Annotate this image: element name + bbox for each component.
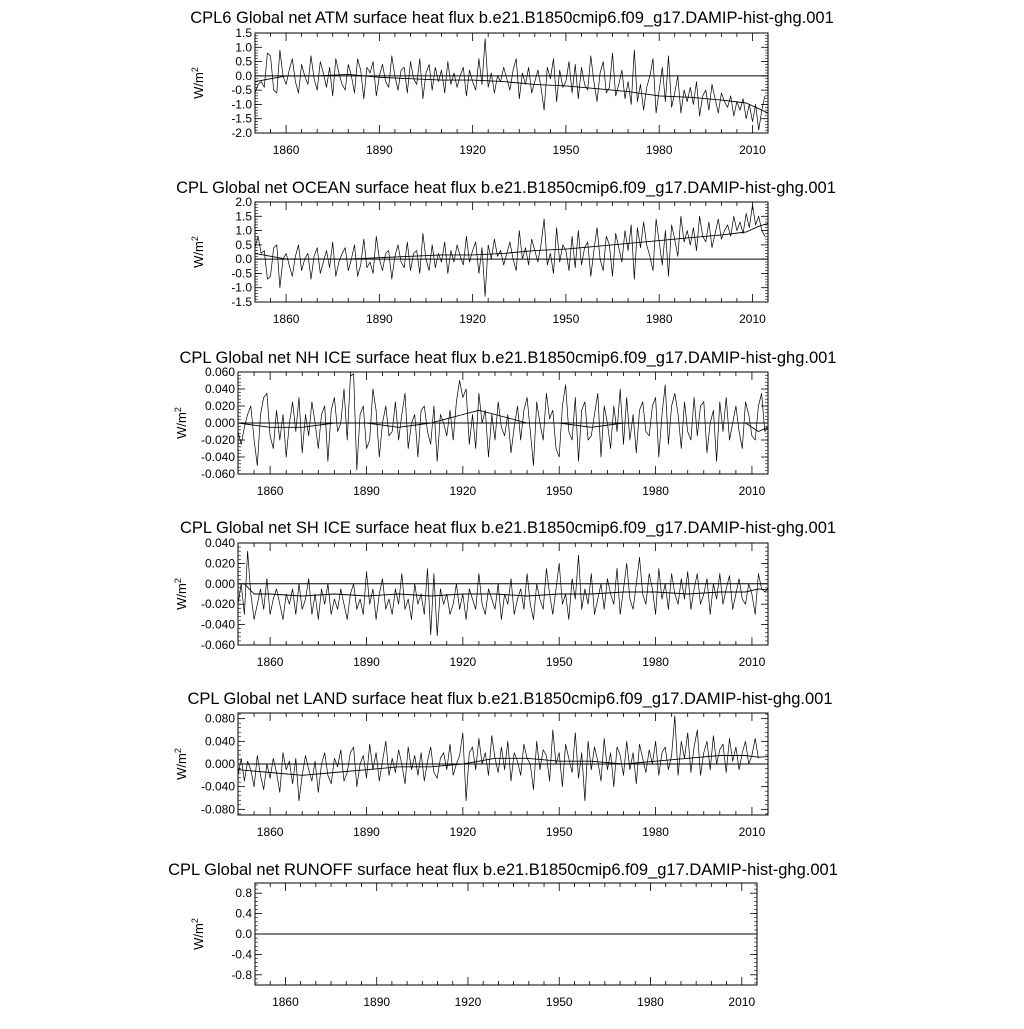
y-tick-label: 1.5 [235, 209, 252, 224]
y-tick-label: -1.5 [231, 295, 252, 309]
x-tick-label: 1980 [642, 825, 669, 839]
y-tick-label: -0.060 [200, 638, 235, 652]
y-axis-label-sup: 2 [173, 578, 183, 584]
y-axis-label-sup: 2 [190, 918, 200, 924]
series-running-mean-line [238, 756, 768, 776]
y-tick-label: 0.000 [204, 757, 235, 771]
y-tick-label: 0.060 [204, 365, 235, 379]
x-tick-label: 1860 [256, 825, 284, 839]
y-tick-label: -0.040 [200, 450, 235, 464]
x-tick-label: 1890 [353, 655, 380, 669]
y-tick-label: -2.0 [231, 126, 252, 140]
y-axis-label-base: W/m [191, 923, 206, 950]
series-annual-line [255, 205, 765, 296]
y-axis-label-base: W/m [191, 72, 206, 99]
y-axis-label-base: W/m [191, 241, 206, 268]
x-tick-label: 1950 [545, 484, 573, 498]
x-tick-label: 1950 [545, 825, 573, 839]
x-tick-label: 1950 [545, 655, 573, 669]
panel-title: CPL6 Global net ATM surface heat flux b.e21.B1850cmip6.f09_g17.DAMIP-hist-ghg.001 [190, 9, 834, 27]
series-annual-line [238, 374, 768, 470]
panel-3 [173, 349, 837, 498]
y-tick-label: 0.8 [235, 886, 252, 901]
y-tick-label: -0.040 [200, 779, 235, 794]
panel-title: CPL Global net LAND surface heat flux b.e21.B1850cmip6.f09_g17.DAMIP-hist-ghg.001 [187, 690, 833, 708]
x-tick-label: 1950 [545, 995, 573, 1009]
y-tick-label: 0.020 [204, 399, 235, 413]
y-tick-label: 1.0 [235, 223, 252, 238]
x-tick-label: 1860 [272, 995, 299, 1009]
y-axis-label-base: W/m [174, 583, 189, 610]
y-axis-label-base: W/m [174, 753, 189, 780]
x-tick-label: 1890 [366, 312, 393, 326]
y-axis-label [173, 407, 189, 439]
y-tick-label: -0.040 [200, 617, 235, 632]
x-tick-label: 1890 [363, 995, 391, 1009]
panel-6 [168, 861, 838, 1009]
y-tick-label: -0.060 [200, 467, 235, 481]
x-tick-label: 2010 [739, 312, 766, 326]
panel-5 [173, 690, 833, 839]
x-tick-label: 2010 [728, 995, 756, 1009]
y-axis-label [190, 236, 206, 268]
y-tick-label: 2.0 [235, 195, 252, 209]
y-tick-label: -0.4 [231, 947, 252, 962]
panel-2 [176, 179, 836, 326]
plot-frame [255, 33, 768, 133]
panel-4 [173, 519, 836, 669]
x-tick-label: 1980 [645, 143, 673, 157]
x-tick-label: 1920 [449, 484, 477, 498]
x-tick-label: 1920 [459, 312, 486, 326]
x-tick-label: 1920 [454, 995, 482, 1009]
y-tick-label: -0.020 [200, 597, 235, 612]
x-tick-label: 1860 [256, 655, 284, 669]
x-tick-label: 1950 [552, 143, 580, 157]
x-tick-label: 1890 [353, 484, 380, 498]
y-axis-label-sup: 2 [173, 407, 183, 413]
y-axis-label-base: W/m [174, 412, 189, 439]
y-axis-label [190, 67, 206, 99]
panel-1 [190, 9, 834, 157]
x-tick-label: 2010 [738, 484, 766, 498]
y-tick-label: 0.5 [235, 54, 252, 69]
x-tick-label: 1980 [645, 312, 673, 326]
x-tick-label: 1860 [272, 143, 300, 157]
y-tick-label: 0.080 [204, 711, 235, 726]
y-axis-label-sup: 2 [190, 67, 200, 73]
y-tick-label: -0.8 [231, 967, 252, 982]
panel-title: CPL Global net RUNOFF surface heat flux b.e21.B1850cmip6.f09_g17.DAMIP-hist-ghg.001 [168, 861, 838, 879]
y-tick-label: 0.0 [235, 252, 252, 267]
y-tick-label: 0.000 [204, 576, 235, 591]
y-tick-label: 0.020 [204, 556, 235, 571]
y-tick-label: 0.040 [204, 382, 235, 396]
x-tick-label: 1980 [642, 484, 669, 498]
y-tick-label: -1.0 [231, 97, 252, 112]
y-tick-label: -0.5 [231, 266, 252, 281]
x-tick-label: 1980 [642, 655, 669, 669]
y-tick-label: 1.0 [235, 40, 252, 55]
panel-title: CPL Global net OCEAN surface heat flux b.e21.B1850cmip6.f09_g17.DAMIP-hist-ghg.001 [176, 179, 836, 197]
y-tick-label: 0.000 [204, 416, 235, 430]
y-tick-label: 0.040 [204, 734, 235, 749]
y-tick-label: -1.0 [231, 280, 252, 295]
x-tick-label: 2010 [738, 825, 766, 839]
x-tick-label: 1860 [272, 312, 300, 326]
y-tick-label: 0.4 [235, 906, 252, 921]
x-tick-label: 1920 [449, 825, 477, 839]
x-tick-label: 1980 [637, 995, 664, 1009]
y-tick-label: -0.5 [231, 83, 252, 98]
x-tick-label: 1920 [449, 655, 477, 669]
x-tick-label: 1890 [353, 825, 380, 839]
x-tick-label: 2010 [739, 143, 766, 157]
y-tick-label: 0.0 [235, 68, 252, 83]
panel-title: CPL Global net NH ICE surface heat flux b.e21.B1850cmip6.f09_g17.DAMIP-hist-ghg.001 [179, 349, 837, 367]
x-tick-label: 1890 [366, 143, 393, 157]
y-tick-label: 0.040 [204, 536, 235, 550]
series-annual-line [255, 39, 765, 130]
panel-title: CPL Global net SH ICE surface heat flux b.e21.B1850cmip6.f09_g17.DAMIP-hist-ghg.001 [179, 519, 837, 537]
x-tick-label: 1860 [256, 484, 284, 498]
y-tick-label: 0.0 [235, 927, 252, 941]
series-running-mean-line [238, 410, 768, 431]
y-axis-label-sup: 2 [173, 748, 183, 754]
y-axis-label [190, 918, 206, 950]
y-axis-label [173, 578, 189, 610]
y-axis-label-sup: 2 [190, 236, 200, 242]
y-tick-label: -0.020 [200, 433, 235, 447]
y-tick-label: 1.5 [235, 26, 252, 40]
x-tick-label: 1950 [552, 312, 580, 326]
x-tick-label: 2010 [738, 655, 766, 669]
y-axis-label [173, 748, 189, 780]
y-tick-label: -1.5 [231, 111, 252, 126]
x-tick-label: 1920 [459, 143, 486, 157]
y-tick-label: -0.080 [200, 802, 235, 817]
y-tick-label: 0.5 [235, 237, 252, 252]
